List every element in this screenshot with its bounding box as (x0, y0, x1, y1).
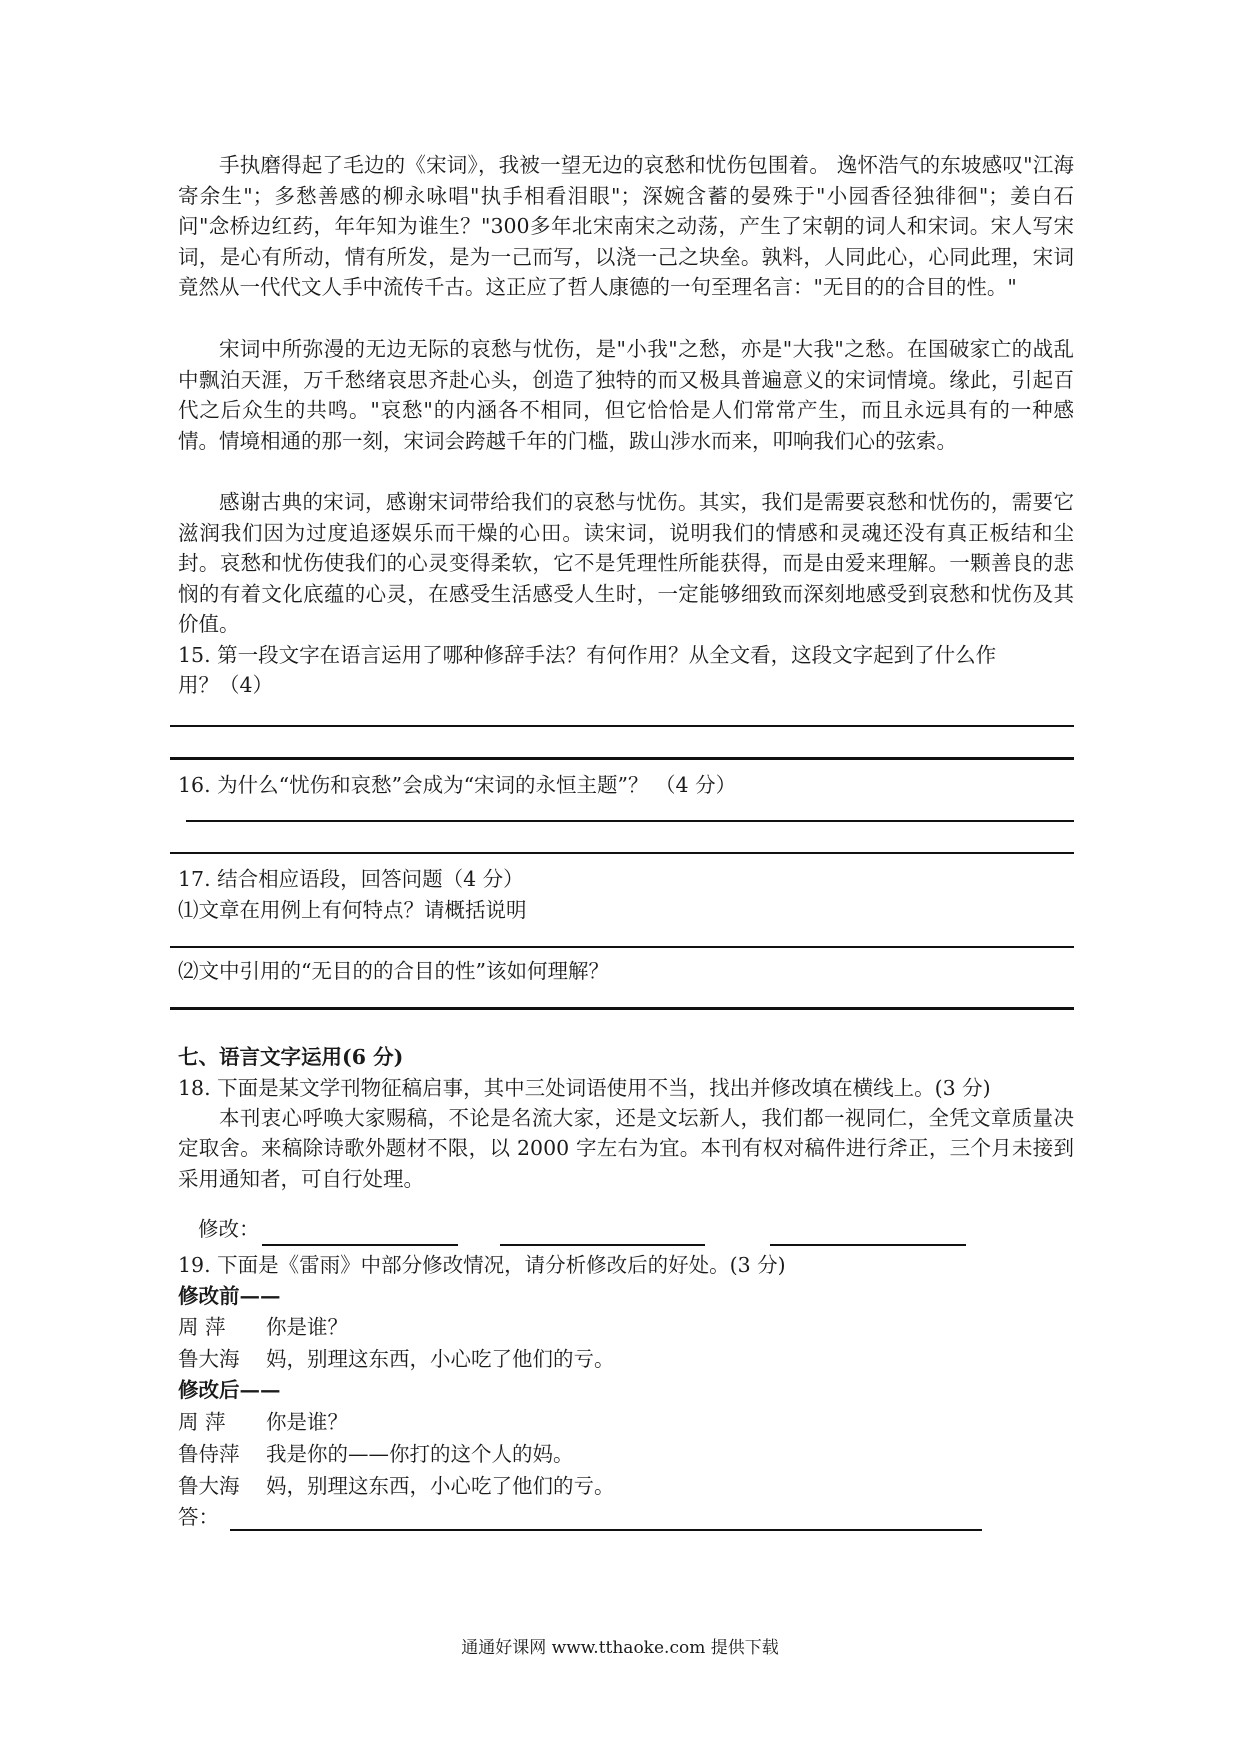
fix-blank-1[interactable] (262, 1244, 458, 1246)
question-19-title: 19. 下面是《雷雨》中部分修改情况，请分析修改后的好处。(3 分) (178, 1253, 786, 1277)
speaker: 周 萍 (178, 1315, 226, 1339)
passage-paragraph-1: 手执磨得起了毛边的《宋词》，我被一望无边的哀愁和忧伤包围着。 逸怀浩气的东坡感叹"江海寄余生"；多愁善感的柳永咏唱"执手相看泪眼"；深婉含蓄的晏殊于"小园香径独徘徊"；姜白石问"念桥边红药，年年知为谁生？"300多年北宋南宋之动荡，产生了宋朝的词人和宋词。宋人写宋词，是心有所动，情有所发，是为一己而写，以浇一己之块垒。孰料，人同此心，心同此理，宋词竟然从一代代文人手中流传千古。这正应了哲人康德的一句至理名言："无目的的合目的性。" (178, 153, 1074, 300)
question-15-line-1: 15. 第一段文字在语言运用了哪种修辞手法？有何作用？从全文看，这段文字起到了什么作 (178, 643, 997, 667)
speech: 我是你的——你打的这个人的妈。 (266, 1442, 574, 1466)
answer-line[interactable] (230, 1529, 982, 1531)
speech: 妈，别理这东西，小心吃了他们的亏。 (266, 1474, 615, 1498)
speaker: 鲁大海 (178, 1474, 240, 1498)
after-label: 修改后—— (178, 1378, 281, 1402)
answer-label: 答： (178, 1505, 219, 1529)
question-17-title: 17. 结合相应语段，回答问题（4 分） (178, 867, 524, 891)
section-7-heading: 七、语言文字运用(6 分) (178, 1045, 404, 1069)
question-16: 16. 为什么“忧伤和哀愁”会成为“宋词的永恒主题”？ （4 分） (178, 773, 737, 797)
dialogue-line (178, 1407, 348, 1437)
speech: 你是谁？ (266, 1315, 348, 1339)
speaker: 鲁侍萍 (178, 1442, 240, 1466)
speech: 妈，别理这东西，小心吃了他们的亏。 (266, 1347, 615, 1371)
before-label: 修改前—— (178, 1284, 281, 1308)
fix-blank-3[interactable] (770, 1244, 966, 1246)
question-18-text: 本刊衷心呼唤大家赐稿，不论是名流大家，还是文坛新人，我们都一视同仁，全凭文章质量决定取舍。来稿除诗歌外题材不限，以 2000 字左右为宜。本刊有权对稿件进行斧正，三个月未接到采用通知者，可自行处理。 (178, 1106, 1074, 1191)
fix-label: 修改： (198, 1217, 260, 1241)
speech: 你是谁？ (266, 1410, 348, 1434)
speaker: 周 萍 (178, 1410, 226, 1434)
dialogue-line (178, 1312, 348, 1342)
fix-blank-2[interactable] (500, 1244, 705, 1246)
answer-line[interactable] (170, 725, 1074, 727)
question-17-sub-1: ⑴文章在用例上有何特点？请概括说明 (178, 898, 527, 922)
answer-line[interactable] (170, 757, 1074, 760)
passage-paragraph-3: 感谢古典的宋词，感谢宋词带给我们的哀愁与忧伤。其实，我们是需要哀愁和忧伤的，需要它滋润我们因为过度追逐娱乐而干燥的心田。读宋词，说明我们的情感和灵魂还没有真正板结和尘封。哀愁和忧伤使我们的心灵变得柔软，它不是凭理性所能获得，而是由爱来理解。一颗善良的悲悯的有着文化底蕴的心灵，在感受生活感受人生时，一定能够细致而深刻地感受到哀愁和忧伤及其价值。 (178, 490, 1074, 637)
dialogue-line (178, 1439, 574, 1469)
answer-line[interactable] (170, 946, 1074, 948)
answer-line[interactable] (170, 852, 1074, 854)
speaker: 鲁大海 (178, 1347, 240, 1371)
answer-line[interactable] (186, 820, 1074, 822)
question-18-title: 18. 下面是某文学刊物征稿启事，其中三处词语使用不当，找出并修改填在横线上。(3 分) (178, 1076, 991, 1100)
dialogue-line (178, 1344, 615, 1374)
answer-line[interactable] (170, 1007, 1074, 1010)
question-15-line-2: 用？（4） (178, 673, 274, 697)
footer-credit: 通通好课网 www.tthaoke.com 提供下载 (461, 1638, 779, 1658)
passage-paragraph-2: 宋词中所弥漫的无边无际的哀愁与忧伤，是"小我"之愁，亦是"大我"之愁。在国破家亡的战乱中飘泊天涯，万千愁绪哀思齐赴心头，创造了独特的而又极具普遍意义的宋词情境。缘此，引起百代之后众生的共鸣。"哀愁"的内涵各不相同，但它恰恰是人们常常产生，而且永远具有的一种感情。情境相通的那一刻，宋词会跨越千年的门槛，跋山涉水而来，叩响我们心的弦索。 (178, 337, 1074, 453)
dialogue-line (178, 1471, 615, 1501)
question-17-sub-2: ⑵文中引用的“无目的的合目的性”该如何理解？ (178, 959, 609, 983)
